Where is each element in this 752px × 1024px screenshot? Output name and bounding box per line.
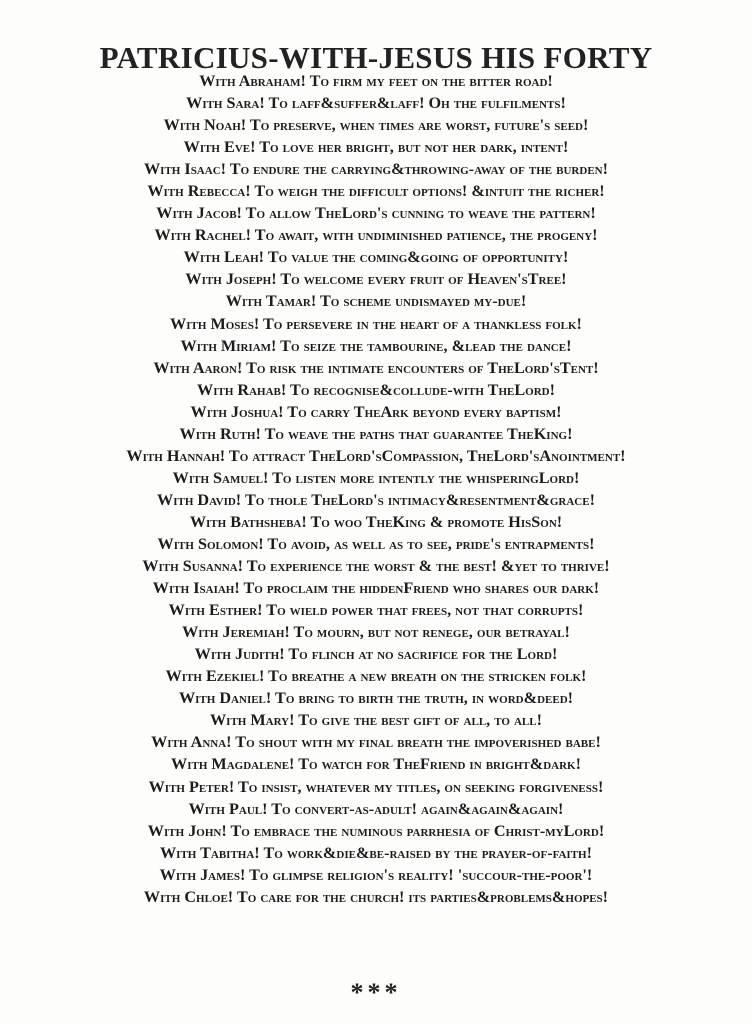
verse-line: With Tamar! To scheme undismayed my-due! (225, 292, 527, 311)
verse-line: With Bathsheba! To woo TheKing & promote HisSon! (189, 512, 563, 531)
verse-line: With Rachel! To await, with undiminished patience, the progeny! (154, 226, 598, 245)
verse-line: With Leah! To value the coming&going of opportunity! (183, 248, 569, 267)
verse-line: With Aaron! To risk the intimate encounters of TheLord'sTent! (153, 358, 599, 377)
verse-line: With Rahab! To recognise&collude-with TheLord! (197, 380, 555, 399)
verse-line: With Abraham! To firm my feet on the bitter road! (199, 72, 553, 90)
verse-line: With John! To embrace the numinous parrhesia of Christ-myLord! (147, 821, 605, 840)
verse-line: With Miriam! To seize the tambourine, &lead the dance! (180, 336, 572, 355)
verse-line: With Jacob! To allow TheLord's cunning to weave the pattern! (156, 204, 596, 223)
verse-line: With Joshua! To carry TheArk beyond every baptism! (190, 402, 562, 421)
verse-line: With Jeremiah! To mourn, but not renege, our betrayal! (182, 623, 570, 642)
verse-line: With Anna! To shout with my final breath the impoverished babe! (151, 733, 601, 752)
verse-line: With Esther! To wield power that frees, not that corrupts! (168, 601, 584, 620)
verse-line: With Isaiah! To proclaim the hiddenFriend who shares our dark! (152, 579, 600, 598)
verse-line: With Mary! To give the best gift of all, to all! (209, 711, 543, 730)
verse-line: With Paul! To convert-as-adult! again&again&again! (188, 799, 564, 818)
verse-line: With Daniel! To bring to birth the truth, in word&deed! (178, 689, 574, 708)
verse-line: With Ezekiel! To breathe a new breath on the stricken folk! (165, 667, 587, 686)
verse-line: With Moses! To persevere in the heart of a thankless folk! (170, 314, 582, 333)
verse-line: With Noah! To preserve, when times are worst, future's seed! (163, 116, 589, 135)
verse-line: With Peter! To insist, whatever my titles, on seeking forgiveness! (148, 777, 604, 796)
closing-ornament: *** (350, 978, 402, 1007)
verse-line: With Samuel! To listen more intently the whisperingLord! (172, 468, 580, 487)
verse-line: With Joseph! To welcome every fruit of Heaven'sTree! (185, 270, 567, 289)
verse-line: With Chloe! To care for the church! its parties&problems&hopes! (143, 887, 609, 906)
verse-line: With Solomon! To avoid, as well as to see, pride's entrapments! (157, 534, 595, 553)
verse-line: With Susanna! To experience the worst & the best! &yet to thrive! (142, 557, 610, 576)
page-title: PATRICIUS-WITH-JESUS HIS FORTY (99, 39, 653, 75)
verse-line: With Eve! To love her bright, but not her dark, intent! (183, 138, 569, 157)
verse-line: With Judith! To flinch at no sacrifice for the Lord! (194, 645, 558, 664)
verse-line: With Ruth! To weave the paths that guarantee TheKing! (179, 424, 573, 443)
verse-line: With Tabitha! To work&die&be-raised by the prayer-of-faith! (159, 843, 592, 862)
verse-line: With Magdalene! To watch for TheFriend in bright&dark! (171, 755, 581, 774)
verse-line: With Sara! To laff&suffer&laff! Oh the fulfilments! (186, 94, 566, 113)
verse-line: With Rebecca! To weigh the difficult options! &intuit the richer! (147, 182, 605, 201)
verse-line: With David! To thole TheLord's intimacy&resentment&grace! (157, 490, 595, 509)
verse-line: With Isaac! To endure the carrying&throwing-away of the burden! (143, 160, 608, 179)
verse-line: With James! To glimpse religion's reality! 'succour-the-poor'! (159, 865, 593, 884)
verse-list (0, 70, 752, 908)
verse-line: With Hannah! To attract TheLord'sCompassion, TheLord'sAnointment! (126, 446, 626, 465)
